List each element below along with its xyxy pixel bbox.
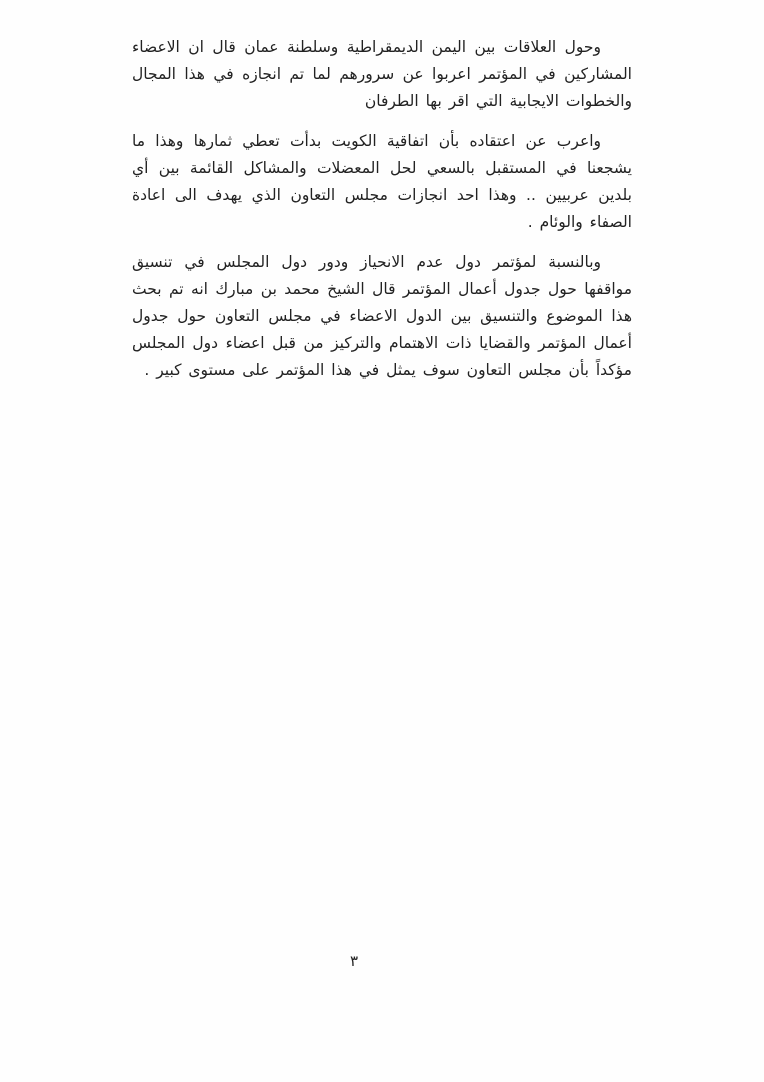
document-body (132, 34, 632, 397)
paragraph-kuwait-agreement: واعرب عن اعتقاده بأن اتفاقية الكويت بدأت تعطي ثمارها وهذا ما يشجعنا في المستقبل بالسعي لحل المعضلات والمشاكل القائمة بين أي بلدين عربيين .. وهذا احد انجازات مجلس التعاون الذي يهدف الى اعادة الصفاء والوئام . (132, 132, 632, 231)
page-number: ٣ (349, 952, 359, 970)
paragraph-non-aligned-conference: وبالنسبة لمؤتمر دول عدم الانحياز ودور دول المجلس في تنسيق مواقفها حول جدول أعمال المؤتمر قال الشيخ محمد بن مبارك انه تم بحث هذا الموضوع والتنسيق بين الدول الاعضاء في مجلس التعاون حول جدول أعمال المؤتمر والقضايا ذات الاهتمام والتركيز من قبل اعضاء دول المجلس مؤكداً بأن مجلس التعاون سوف يمثل في هذا المؤتمر على مستوى كبير . (132, 253, 632, 379)
paragraph-relations-yemen-oman: وحول العلاقات بين اليمن الديمقراطية وسلطنة عمان قال ان الاعضاء المشاركين في المؤتمر اعربوا عن سرورهم لما تم انجازه في هذا المجال والخطوات الايجابية التي اقر بها الطرفان (132, 38, 632, 110)
